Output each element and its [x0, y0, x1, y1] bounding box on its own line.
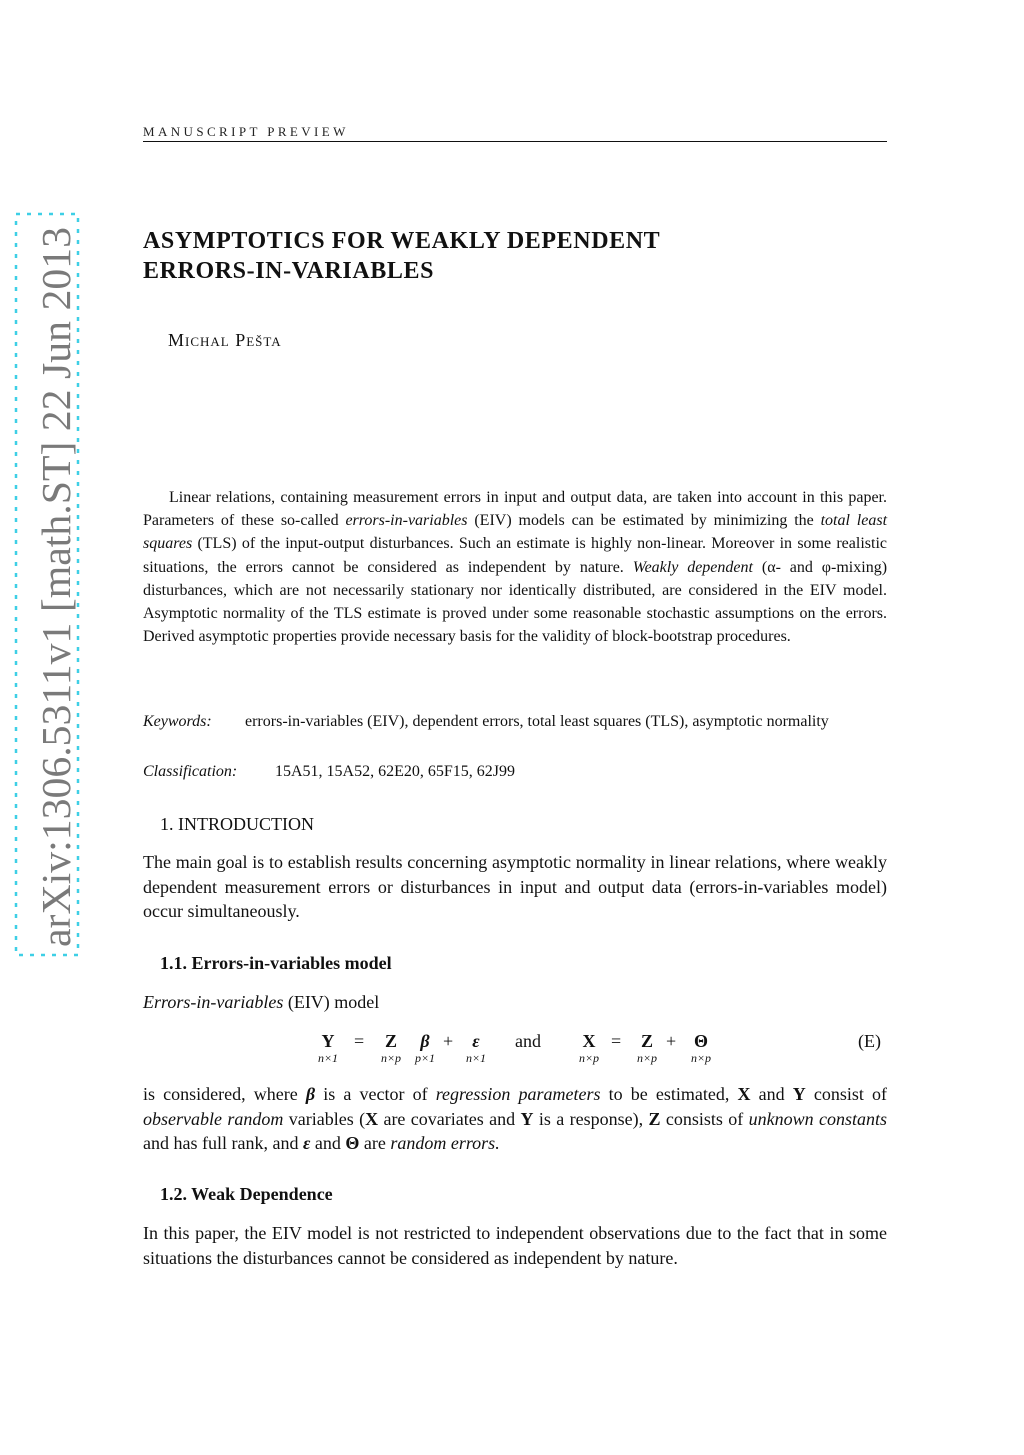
abstract-text: Linear relations, containing measurement errors in input and output data, are taken into account in this paper. Parameters of these so-called [143, 489, 887, 530]
keywords-label: Keywords: [143, 713, 212, 730]
abstract-emphasis: total least squares [143, 512, 888, 553]
title-line-1: ASYMPTOTICS FOR WEAKLY DEPENDENT [143, 228, 661, 254]
eiv-emphasis: Errors-in-variables [143, 992, 284, 1012]
weak-dependence-paragraph: In this paper, the EIV model is not restricted to independent observations due to the fact that in some situations the disturbances cannot be considered as independent by nature. [143, 1223, 887, 1268]
abstract-emphasis: errors-in-variables [345, 512, 468, 530]
eq-equals: = [354, 1031, 365, 1051]
eq-and: and [515, 1031, 541, 1051]
section-heading: 1. INTRODUCTION [160, 814, 314, 834]
eq-equals-2: = [611, 1031, 622, 1051]
classification: 15A51, 15A52, 62E20, 65F15, 62J99 [275, 763, 516, 780]
abstract-text: (α- and φ-mixing) disturbances, which are not necessarily stationary nor identically distributed, are considered in the EIV model. Asymptotic normality of the TLS estimate is proved under some reasonable stochastic assumptions on the errors. Derived asymptotic properties provide necessary basis for the validity of block-bootstrap procedures. [143, 558, 888, 646]
equation-e [143, 1030, 887, 1070]
arxiv-stamp [12, 212, 82, 957]
eq-plus-2: + [666, 1031, 677, 1051]
eq-beta: β p×1 [414, 1031, 436, 1065]
beta-symbol: β [305, 1084, 316, 1104]
author: Michal Pešta [168, 330, 282, 350]
abstract [143, 486, 887, 648]
eq-theta: Θ n×p [690, 1031, 712, 1065]
eq-plus: + [443, 1031, 454, 1051]
running-header: MANUSCRIPT PREVIEW [143, 124, 887, 142]
intro-paragraph: The main goal is to establish results concerning asymptotic normality in linear relations, where weakly dependent measurement errors or disturbances in input and output data (errors-in-variables model) occur simultaneously. [143, 852, 887, 922]
eq-z2: Z n×p [636, 1031, 658, 1065]
eq-y: Y n×1 [317, 1031, 339, 1065]
keywords: errors-in-variables (EIV), dependent errors, total least squares (TLS), asymptotic normality [245, 713, 829, 730]
arxiv-id: arXiv:1306.5311v1 [math.ST] 22 Jun 2013 [33, 240, 79, 947]
eq-epsilon: ε n×1 [465, 1031, 487, 1065]
classification-label: Classification: [143, 763, 238, 780]
eiv-text: (EIV) model [283, 992, 380, 1012]
title-line-2: ERRORS-IN-VARIABLES [143, 258, 435, 284]
equation-explanation: is considered, where β is a vector of regression parameters to be estimated, X and Y consist of observable random variables (X are covariates and Y is a response), Z consists of unknown constants and has full rank, and ε and Θ are random errors. [143, 1084, 888, 1154]
abstract-emphasis: Weakly dependent [632, 558, 753, 576]
subsection-heading-2: 1.2. Weak Dependence [160, 1184, 333, 1204]
eq-x: X n×p [578, 1031, 600, 1065]
eiv-intro [143, 990, 887, 1015]
eq-label: (E) [858, 1031, 881, 1051]
abstract-text: (EIV) models can be estimated by minimizing the [467, 512, 821, 530]
subsection-heading: 1.1. Errors-in-variables model [160, 953, 392, 973]
eq-z: Z n×p [380, 1031, 402, 1065]
abstract-text: (TLS) of the input-output disturbances. Such an estimate is highly non-linear. Moreover in some realistic situations, the errors cannot be considered as independent by nature. [143, 535, 887, 576]
paper-title [143, 226, 903, 286]
